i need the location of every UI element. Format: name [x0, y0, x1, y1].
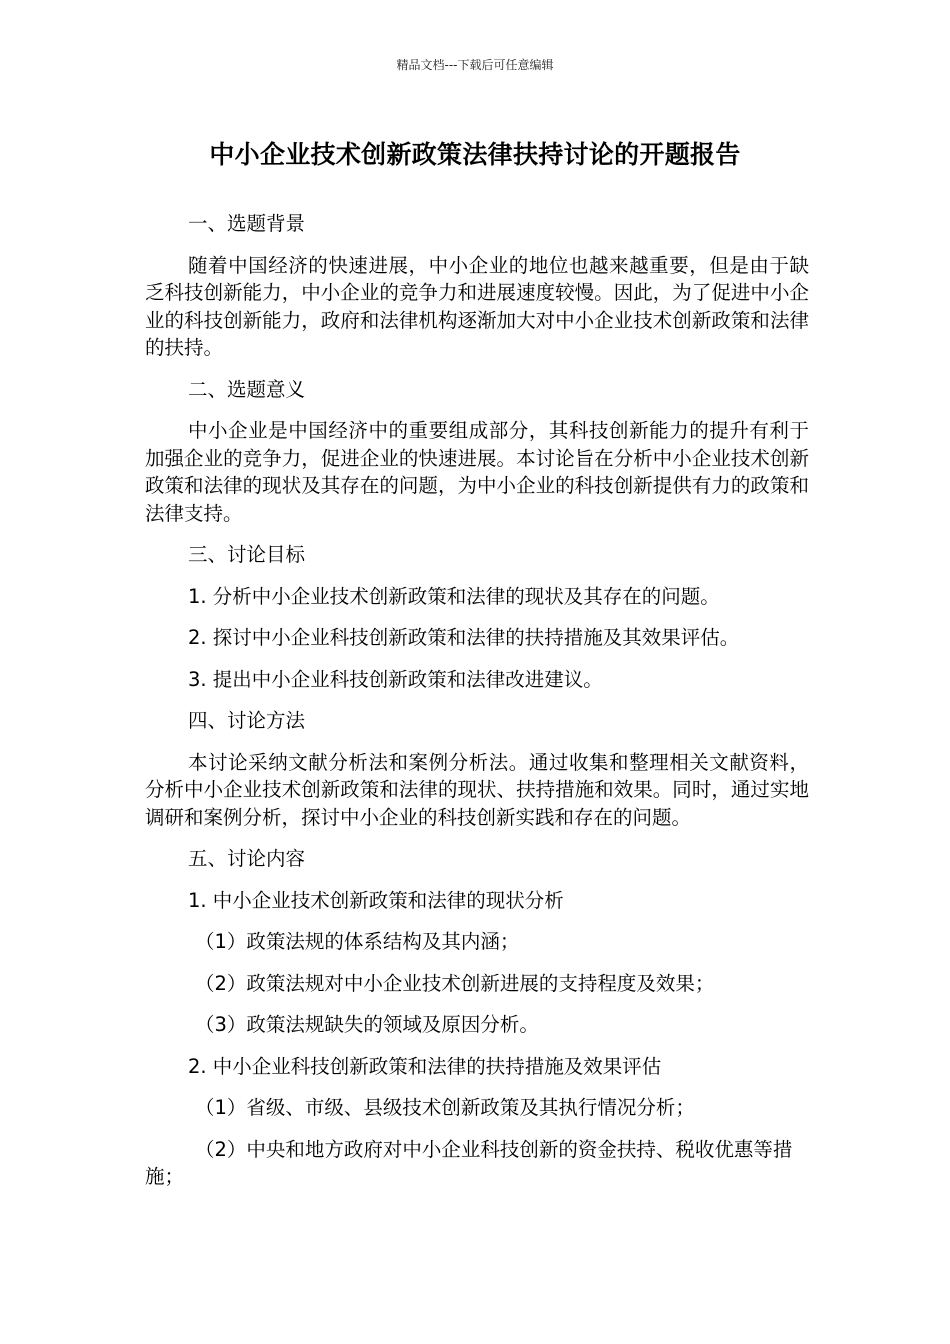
paragraph-background: 随着中国经济的快速进展，中小企业的地位也越来越重要，但是由于缺乏科技创新能力，中小企业的竞争力和进展速度较慢。因此，为了促进中小企业的科技创新能力，政府和法律机构逐渐加大对中小企业技术创新政策和法律的扶持。 [145, 253, 809, 359]
document-title: 中小企业技术创新政策法律扶持讨论的开题报告 [209, 140, 741, 169]
section-heading-content: 五、讨论内容 [188, 847, 306, 870]
content-subitem-1-2: （2）政策法规对中小企业技术创新进展的支持程度及效果； [195, 971, 715, 995]
content-item-1: 1. 中小企业技术创新政策和法律的现状分析 [188, 888, 564, 912]
page-header: 精品文档---下载后可任意编辑 [396, 58, 554, 72]
content-subitem-1-1: （1）政策法规的体系结构及其内涵； [195, 930, 520, 953]
objective-item-1: 1. 分析中小企业技术创新政策和法律的现状及其存在的问题。 [188, 584, 720, 608]
content-subitem-2-1: （1）省级、市级、县级技术创新政策及其执行情况分析； [195, 1096, 695, 1119]
section-heading-methods: 四、讨论方法 [188, 709, 306, 732]
paragraph-significance: 中小企业是中国经济中的重要组成部分，其科技创新能力的提升有利于加强企业的竞争力，促进企业的快速进展。本讨论旨在分析中小企业技术创新政策和法律的现状及其存在的问题，为中小企业的科技创新提供有力的政策和法律支持。 [145, 419, 809, 525]
section-heading-significance: 二、选题意义 [188, 377, 306, 401]
content-subitem-2-2: （2）中央和地方政府对中小企业科技创新的资金扶持、税收优惠等措施； [145, 1137, 793, 1188]
paragraph-methods: 本讨论采纳文献分析法和案例分析法。通过收集和整理相关文献资料，分析中小企业技术创新政策和法律的现状、扶持措施和效果。同时，通过实地调研和案例分析，探讨中小企业的科技创新实践和存在的问题。 [145, 750, 809, 829]
section-heading-objectives: 三、讨论目标 [188, 543, 306, 566]
objective-item-3: 3. 提出中小企业科技创新政策和法律改进建议。 [188, 667, 603, 691]
content-subitem-1-3: （3）政策法规缺失的领域及原因分析。 [195, 1013, 539, 1036]
section-heading-background: 一、选题背景 [188, 212, 306, 235]
content-item-2: 2. 中小企业科技创新政策和法律的扶持措施及效果评估 [188, 1054, 662, 1078]
document-body [145, 210, 809, 1205]
objective-item-2: 2. 探讨中小企业科技创新政策和法律的扶持措施及其效果评估。 [188, 626, 740, 649]
